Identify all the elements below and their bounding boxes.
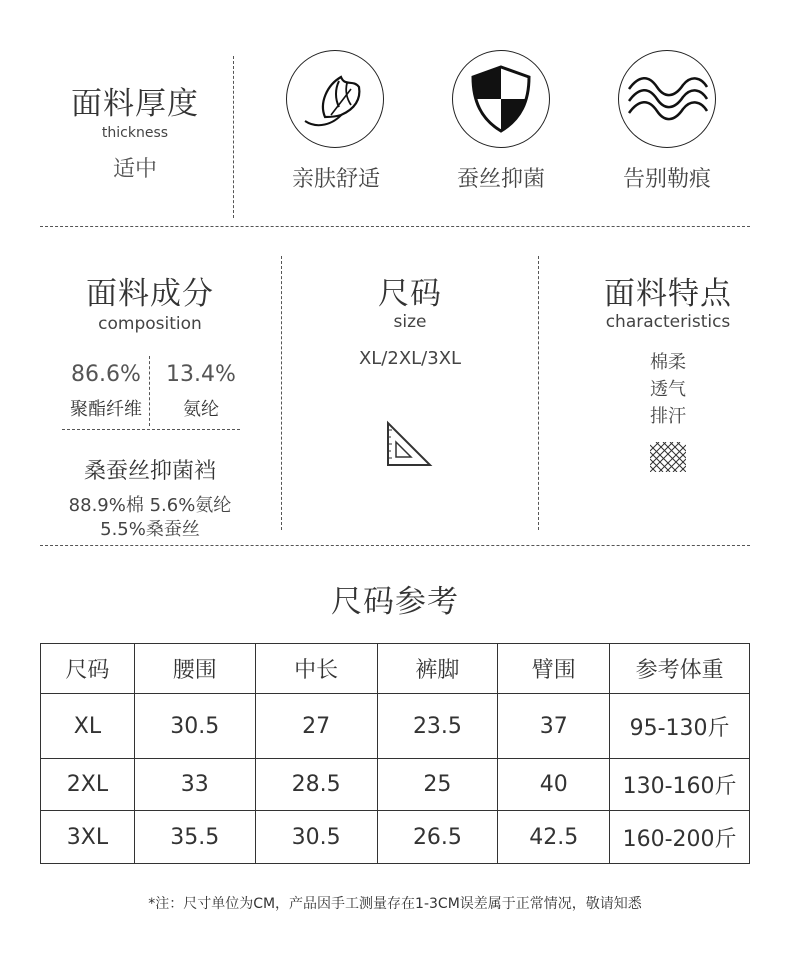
table-cell: 2XL bbox=[41, 759, 135, 811]
footnote: *注：尺寸单位为CM，产品因手工测量存在1-3CM误差属于正常情况，敬请知悉 bbox=[148, 896, 642, 912]
thickness-subtitle: thickness bbox=[101, 125, 169, 141]
composition-name-polyester: 聚酯纤维 bbox=[70, 399, 142, 420]
size-reference-title: 尺码参考 bbox=[331, 584, 459, 620]
composition-subtitle: composition bbox=[98, 314, 202, 334]
divider-vertical bbox=[538, 256, 539, 530]
table-row bbox=[41, 811, 750, 864]
table-cell: 30.5 bbox=[134, 694, 255, 759]
divider-horizontal bbox=[40, 545, 750, 546]
size-title: 尺码 bbox=[378, 276, 442, 312]
table-row bbox=[41, 694, 750, 759]
size-subtitle: size bbox=[393, 312, 427, 332]
feature-label-silk: 蚕丝抑菌 bbox=[456, 167, 545, 192]
characteristic-item: 排汗 bbox=[650, 406, 686, 427]
thickness-title: 面料厚度 bbox=[71, 86, 199, 122]
composition-name-spandex: 氨纶 bbox=[183, 399, 219, 420]
table-header-row bbox=[41, 644, 750, 694]
table-header-cell: 裤脚 bbox=[377, 644, 498, 694]
ruler-triangle-icon bbox=[385, 420, 433, 468]
table-header-cell: 参考体重 bbox=[610, 644, 750, 694]
divider-vertical bbox=[281, 256, 282, 530]
characteristics-subtitle: characteristics bbox=[605, 312, 731, 332]
composition-title: 面料成分 bbox=[86, 276, 214, 312]
table-cell: 25 bbox=[377, 759, 498, 811]
thickness-value: 适中 bbox=[112, 157, 157, 182]
table-cell: 33 bbox=[134, 759, 255, 811]
wave-icon bbox=[618, 50, 716, 148]
table-cell: 160-200斤 bbox=[610, 811, 750, 864]
table-cell: XL bbox=[41, 694, 135, 759]
table-header-cell: 尺码 bbox=[41, 644, 135, 694]
table-header-cell: 腰围 bbox=[134, 644, 255, 694]
size-value: XL/2XL/3XL bbox=[358, 348, 462, 369]
shield-icon bbox=[452, 50, 550, 148]
table-header-cell: 臂围 bbox=[498, 644, 610, 694]
table-cell: 40 bbox=[498, 759, 610, 811]
table-cell: 42.5 bbox=[498, 811, 610, 864]
crotch-title: 桑蚕丝抑菌裆 bbox=[83, 459, 216, 484]
mesh-icon bbox=[650, 442, 686, 472]
table-cell: 37 bbox=[498, 694, 610, 759]
feature-label-marks: 告别勒痕 bbox=[622, 167, 711, 192]
characteristic-item: 棉柔 bbox=[650, 352, 686, 373]
table-cell: 130-160斤 bbox=[610, 759, 750, 811]
composition-percent-spandex: 13.4% bbox=[166, 362, 236, 387]
table-cell: 3XL bbox=[41, 811, 135, 864]
composition-divider bbox=[149, 356, 150, 426]
table-cell: 27 bbox=[255, 694, 377, 759]
feather-icon bbox=[286, 50, 384, 148]
size-table bbox=[40, 643, 750, 864]
feature-label-skin: 亲肤舒适 bbox=[291, 167, 380, 192]
table-cell: 95-130斤 bbox=[610, 694, 750, 759]
table-cell: 28.5 bbox=[255, 759, 377, 811]
table-cell: 26.5 bbox=[377, 811, 498, 864]
table-cell: 30.5 bbox=[255, 811, 377, 864]
composition-divider-horizontal bbox=[62, 429, 240, 430]
crotch-composition-line2: 5.5%桑蚕丝 bbox=[100, 519, 200, 540]
characteristics-title: 面料特点 bbox=[604, 276, 732, 312]
table-cell: 23.5 bbox=[377, 694, 498, 759]
divider-vertical bbox=[233, 56, 234, 218]
table-header-cell: 中长 bbox=[255, 644, 377, 694]
divider-horizontal bbox=[40, 226, 750, 227]
characteristic-item: 透气 bbox=[650, 379, 686, 400]
crotch-composition-line1: 88.9%棉 5.6%氨纶 bbox=[68, 495, 232, 516]
table-cell: 35.5 bbox=[134, 811, 255, 864]
table-row bbox=[41, 759, 750, 811]
composition-percent-polyester: 86.6% bbox=[71, 362, 141, 387]
